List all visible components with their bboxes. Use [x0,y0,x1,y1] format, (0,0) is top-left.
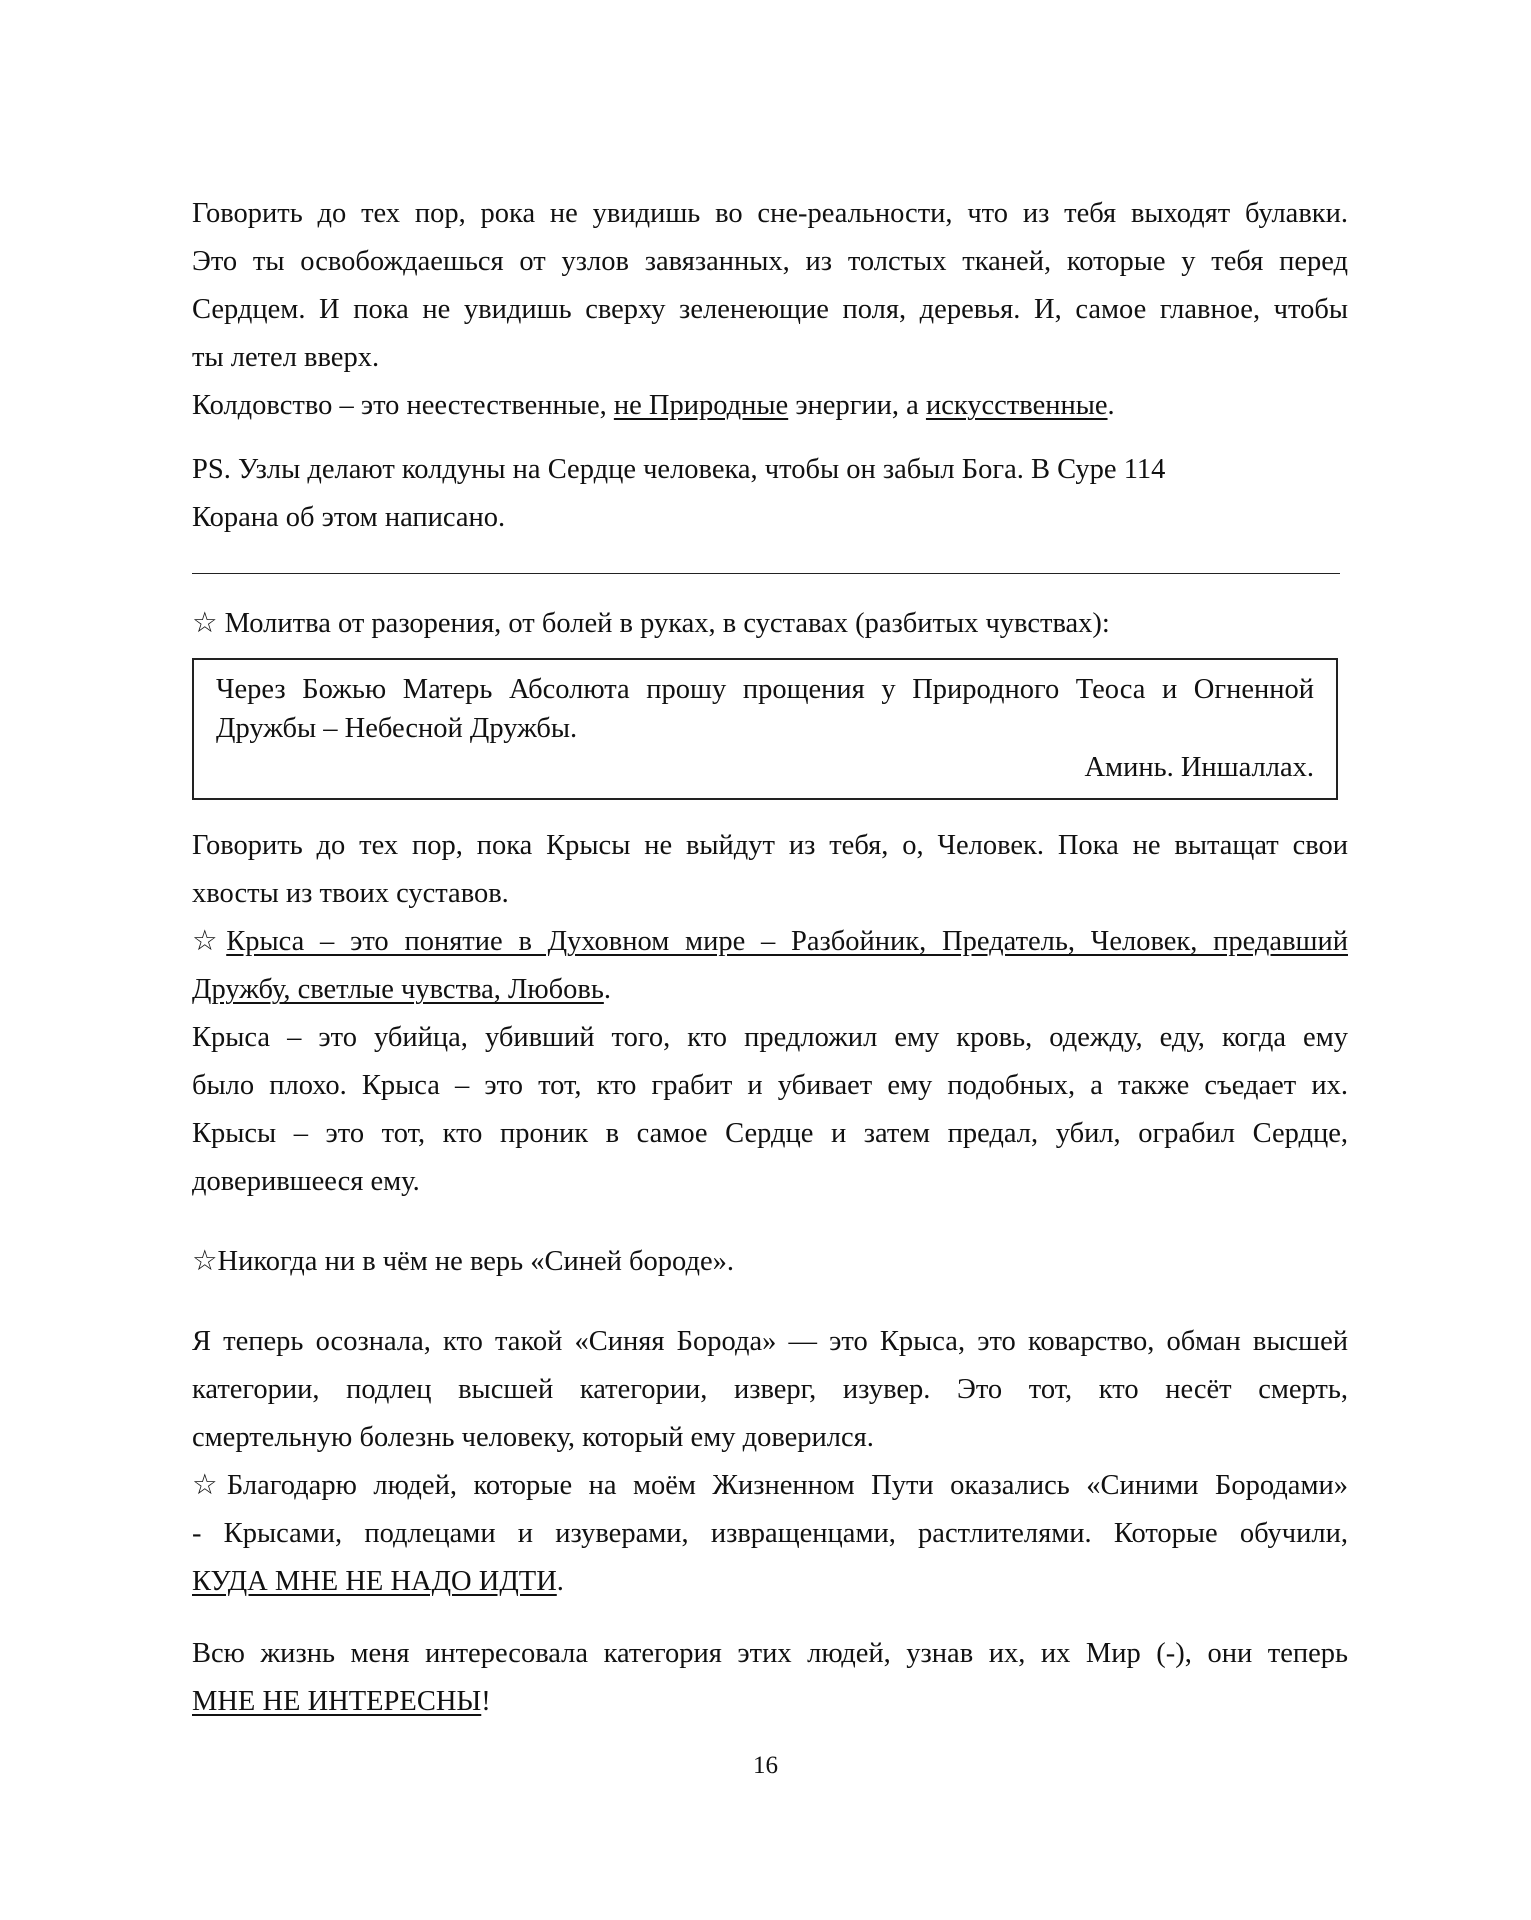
ps-note [192,446,1348,542]
underlined-where-not-to-go: КУДА МНЕ НЕ НАДО ИДТИ [192,1566,557,1597]
witchcraft-line: Колдовство – это неестественные, не Природные энергии, а искусственные. [192,390,1115,421]
text-line: ☆Благодарю людей, которые на моём Жизненном Пути оказались «Синими Бородами» [192,1470,1348,1501]
text-line: смертельную болезнь человеку, который ему доверился. [192,1422,874,1453]
page-number: 16 [753,1752,778,1779]
text-line: Говорить до тех пор, рока не увидишь во сне-реальности, что из тебя выходят булавки. [192,198,1348,229]
prayer-line: Через Божью Матерь Абсолюта прошу прощения у Природного Теоса и Огненной [216,674,1314,705]
text-line: МНЕ НЕ ИНТЕРЕСНЫ! [192,1686,491,1717]
prayer-line: Дружбы – Небесной Дружбы. [216,713,578,744]
text-line: доверившееся ему. [192,1166,420,1197]
prayer-box [192,658,1338,800]
rat-definition-line: ☆Крыса – это понятие в Духовном мире – Разбойник, Предатель, Человек, предавший [192,926,1348,957]
text-line: КУДА МНЕ НЕ НАДО ИДТИ. [192,1566,564,1597]
text-line: - Крысами, подлецами и изуверами, извращенцами, растлителями. Которые обучили, [192,1518,1348,1549]
text-line: ты летел вверх. [192,342,380,373]
star-icon: ☆ [192,926,227,957]
text-line: категории, подлец высшей категории, изверг, изувер. Это тот, кто несёт смерть, [192,1374,1348,1405]
text-line: Крысы – это тот, кто проник в самое Сердце и затем предал, убил, ограбил Сердце, [192,1118,1348,1149]
paragraph-bluebeard [192,1318,1348,1606]
paragraph-needles [192,190,1348,430]
text-line: было плохо. Крыса – это тот, кто грабит и убивает ему подобных, а также съедает их. [192,1070,1348,1101]
text-line: Корана об этом написано. [192,502,506,533]
underlined-not-natural: не Природные [613,390,789,421]
text-line: PS. Узлы делают колдуны на Сердце человека, чтобы он забыл Бога. В Суре 114 [192,454,1166,485]
paragraph-not-interested [192,1630,1348,1726]
text-line: Крыса – это убийца, убивший того, кто предложил ему кровь, одежду, еду, когда ему [192,1022,1348,1053]
text-line: Говорить до тех пор, пока Крысы не выйдут из тебя, о, Человек. Пока не вытащат свои [192,830,1348,861]
rat-definition-line: Дружбу, светлые чувства, Любовь. [192,974,611,1005]
text-line: Сердцем. И пока не увидишь сверху зеленеющие поля, деревья. И, самое главное, чтобы [192,294,1348,325]
underlined-artificial: искусственные [925,390,1108,421]
underlined-not-interested: МНЕ НЕ ИНТЕРЕСНЫ [192,1686,482,1717]
prayer-heading: ☆ Молитва от разорения, от болей в руках, в суставах (разбитых чувствах): [192,608,1110,639]
text-line: хвосты из твоих суставов. [192,878,509,909]
never-trust-line: ☆Никогда ни в чём не верь «Синей бороде». [192,1246,735,1277]
text-line: Это ты освобождаешься от узлов завязанных, из толстых тканей, которые у тебя перед [192,246,1348,277]
horizontal-rule [192,573,1340,574]
paragraph-rats [192,822,1348,1206]
text-line: Всю жизнь меня интересовала категория этих людей, узнав их, их Мир (-), они теперь [192,1638,1348,1669]
text-line: Я теперь осознала, кто такой «Синяя Борода» — это Крыса, это коварство, обман высшей [192,1326,1348,1357]
prayer-amen: Аминь. Иншаллах. [1084,752,1314,783]
